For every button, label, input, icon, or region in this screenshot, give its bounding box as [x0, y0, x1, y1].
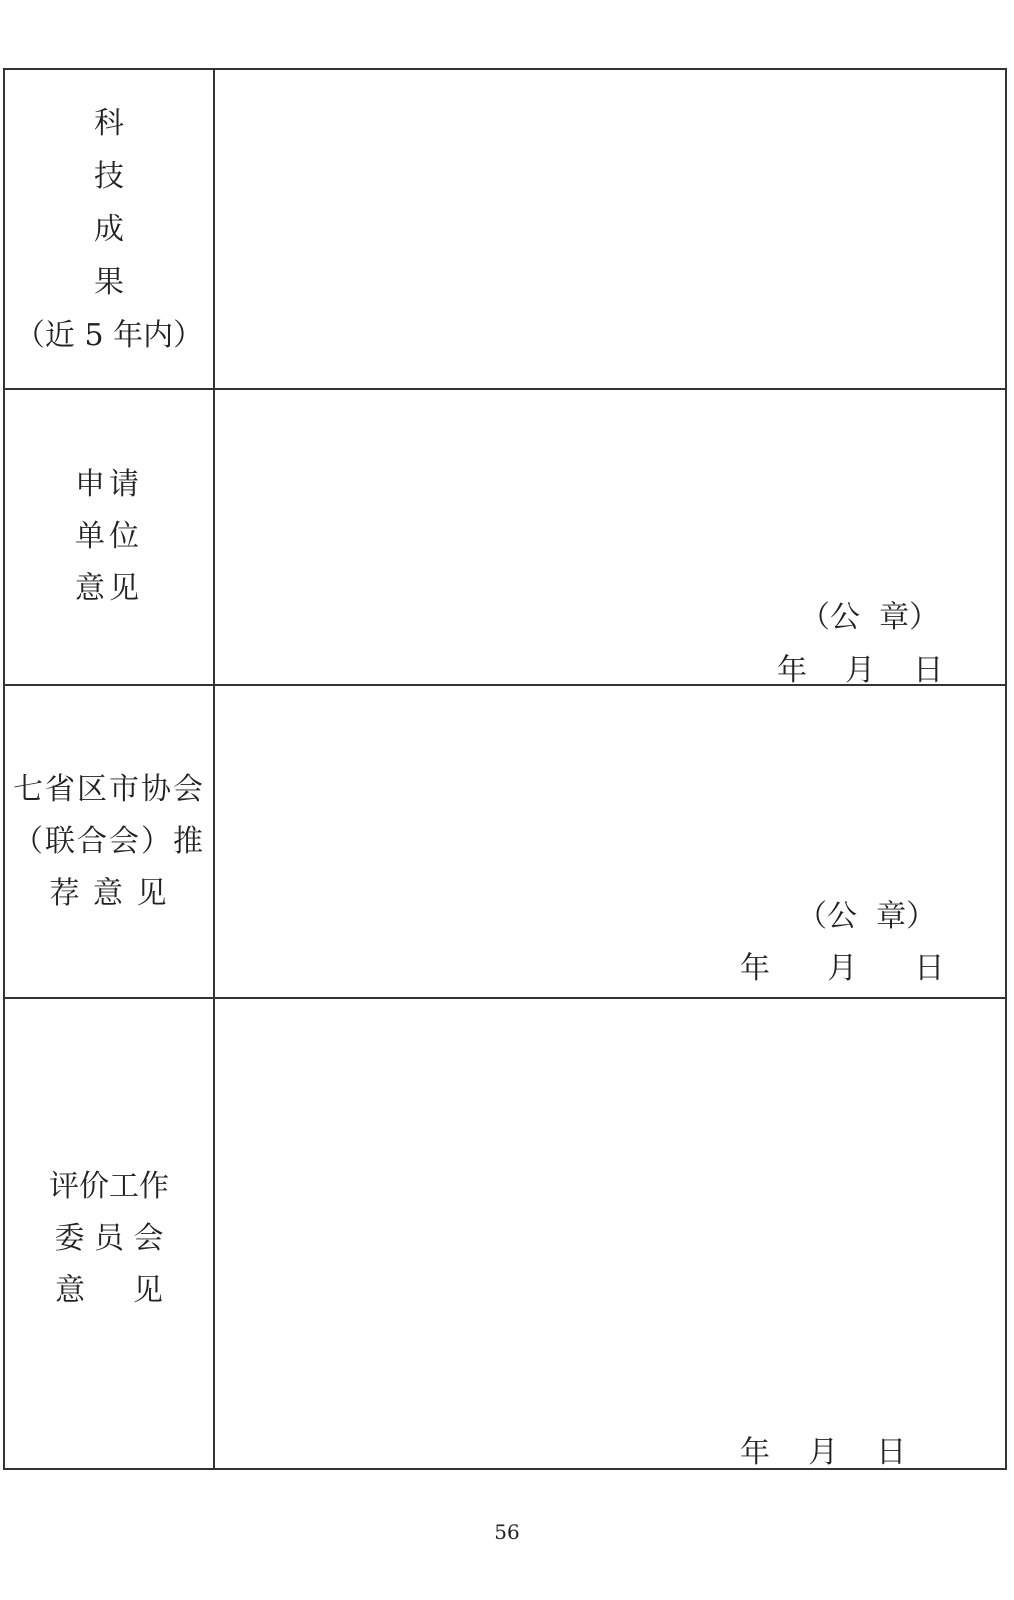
- evaluation-form-table: [3, 68, 1007, 1470]
- seal-label: （公 章）: [800, 600, 940, 635]
- label-line: 技: [93, 158, 124, 194]
- row-label: [49, 1161, 169, 1317]
- row-committee-opinion: [5, 999, 1005, 1468]
- row-label: [75, 459, 143, 615]
- label-line: 科: [93, 105, 124, 141]
- label-cell: [5, 70, 215, 388]
- row-tech-achievements: [5, 70, 1005, 390]
- label-line: 单位: [75, 519, 143, 554]
- row-association-recommendation: [5, 686, 1005, 999]
- association-recommendation-input-area[interactable]: [215, 686, 1005, 997]
- label-line: 荐 意 见: [49, 875, 169, 911]
- label-line: 成: [93, 211, 124, 247]
- page-number: 56: [494, 1520, 520, 1544]
- date-label: 年 月 日: [740, 1435, 907, 1470]
- label-line: 意见: [75, 571, 143, 606]
- seal-label: （公 章）: [797, 899, 937, 934]
- label-cell: [5, 686, 215, 997]
- label-line: 评价工作: [49, 1168, 169, 1204]
- committee-opinion-input-area[interactable]: [215, 999, 1005, 1468]
- label-line: （近 5 年内）: [14, 317, 204, 353]
- row-label: [15, 97, 203, 362]
- label-line: 申请: [75, 467, 143, 502]
- date-label: 年 月 日: [777, 653, 944, 688]
- label-line: （联合会）推: [13, 823, 205, 859]
- applicant-opinion-input-area[interactable]: [215, 390, 1005, 688]
- label-line: 意 见: [55, 1272, 163, 1308]
- label-line: 委 员 会: [54, 1220, 164, 1256]
- label-line: 七省区市协会: [13, 771, 205, 807]
- date-label: 年 月 日: [740, 951, 945, 986]
- label-cell: [5, 999, 215, 1468]
- label-cell: [5, 390, 215, 684]
- label-line: 果: [93, 264, 124, 300]
- tech-achievements-input-area[interactable]: [215, 70, 1005, 388]
- row-label: [13, 764, 205, 920]
- row-applicant-opinion: [5, 390, 1005, 686]
